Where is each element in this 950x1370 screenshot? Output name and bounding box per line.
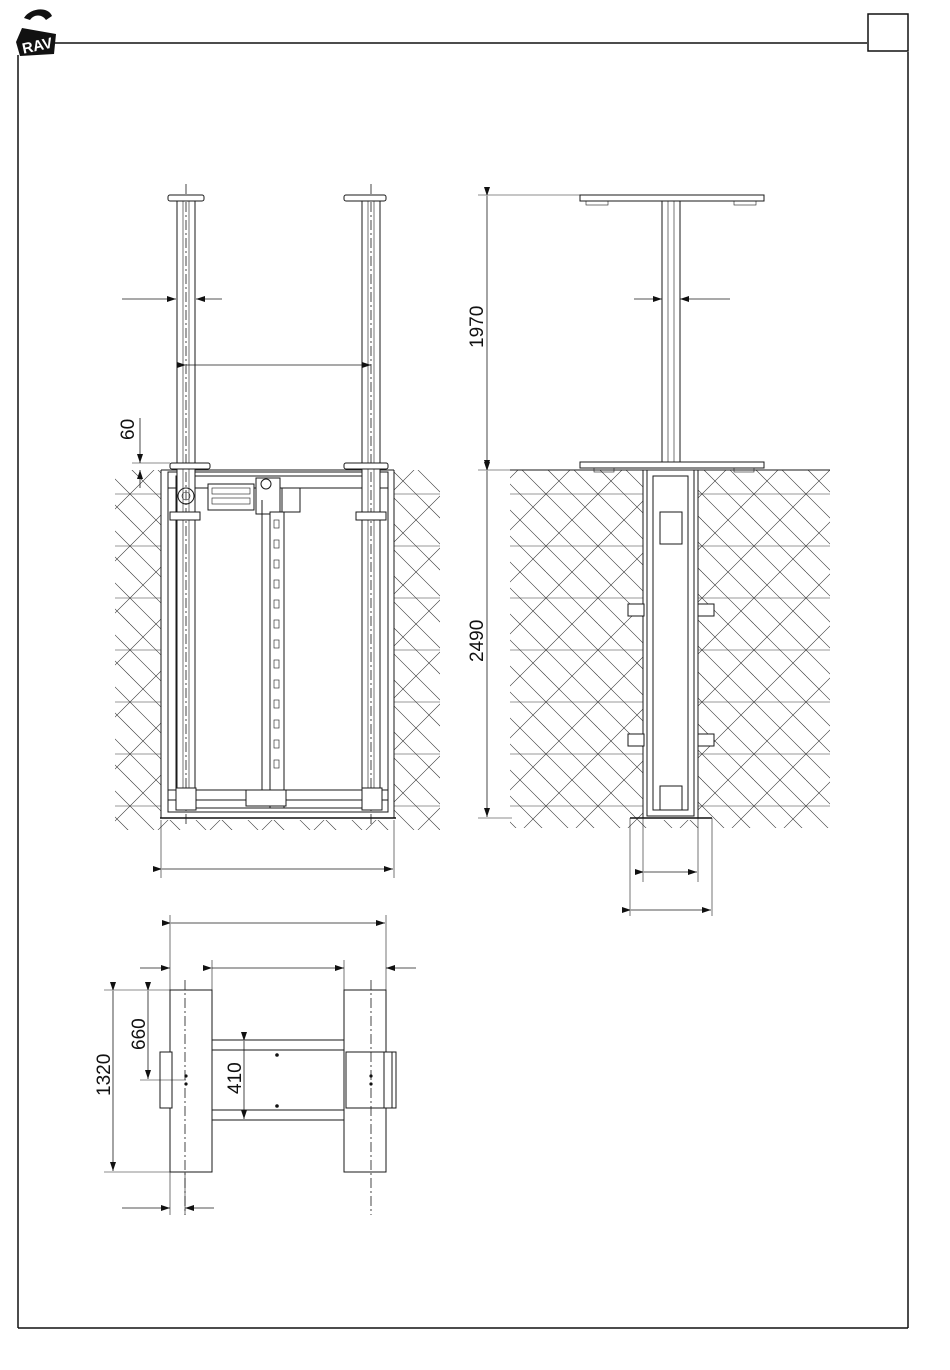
plan-view [94,915,416,1215]
dim-60: 60 [118,418,139,440]
logo-text: RAV [20,34,55,58]
dim-1320: 1320 [94,1053,115,1096]
dim-2490: 2490 [467,619,488,662]
brand-logo [16,9,56,57]
side-view [467,195,830,916]
page-number-box [868,14,908,51]
dim-1970: 1970 [467,305,488,348]
front-view [115,184,440,878]
dim-660: 660 [129,1018,150,1050]
dim-410: 410 [225,1062,246,1094]
